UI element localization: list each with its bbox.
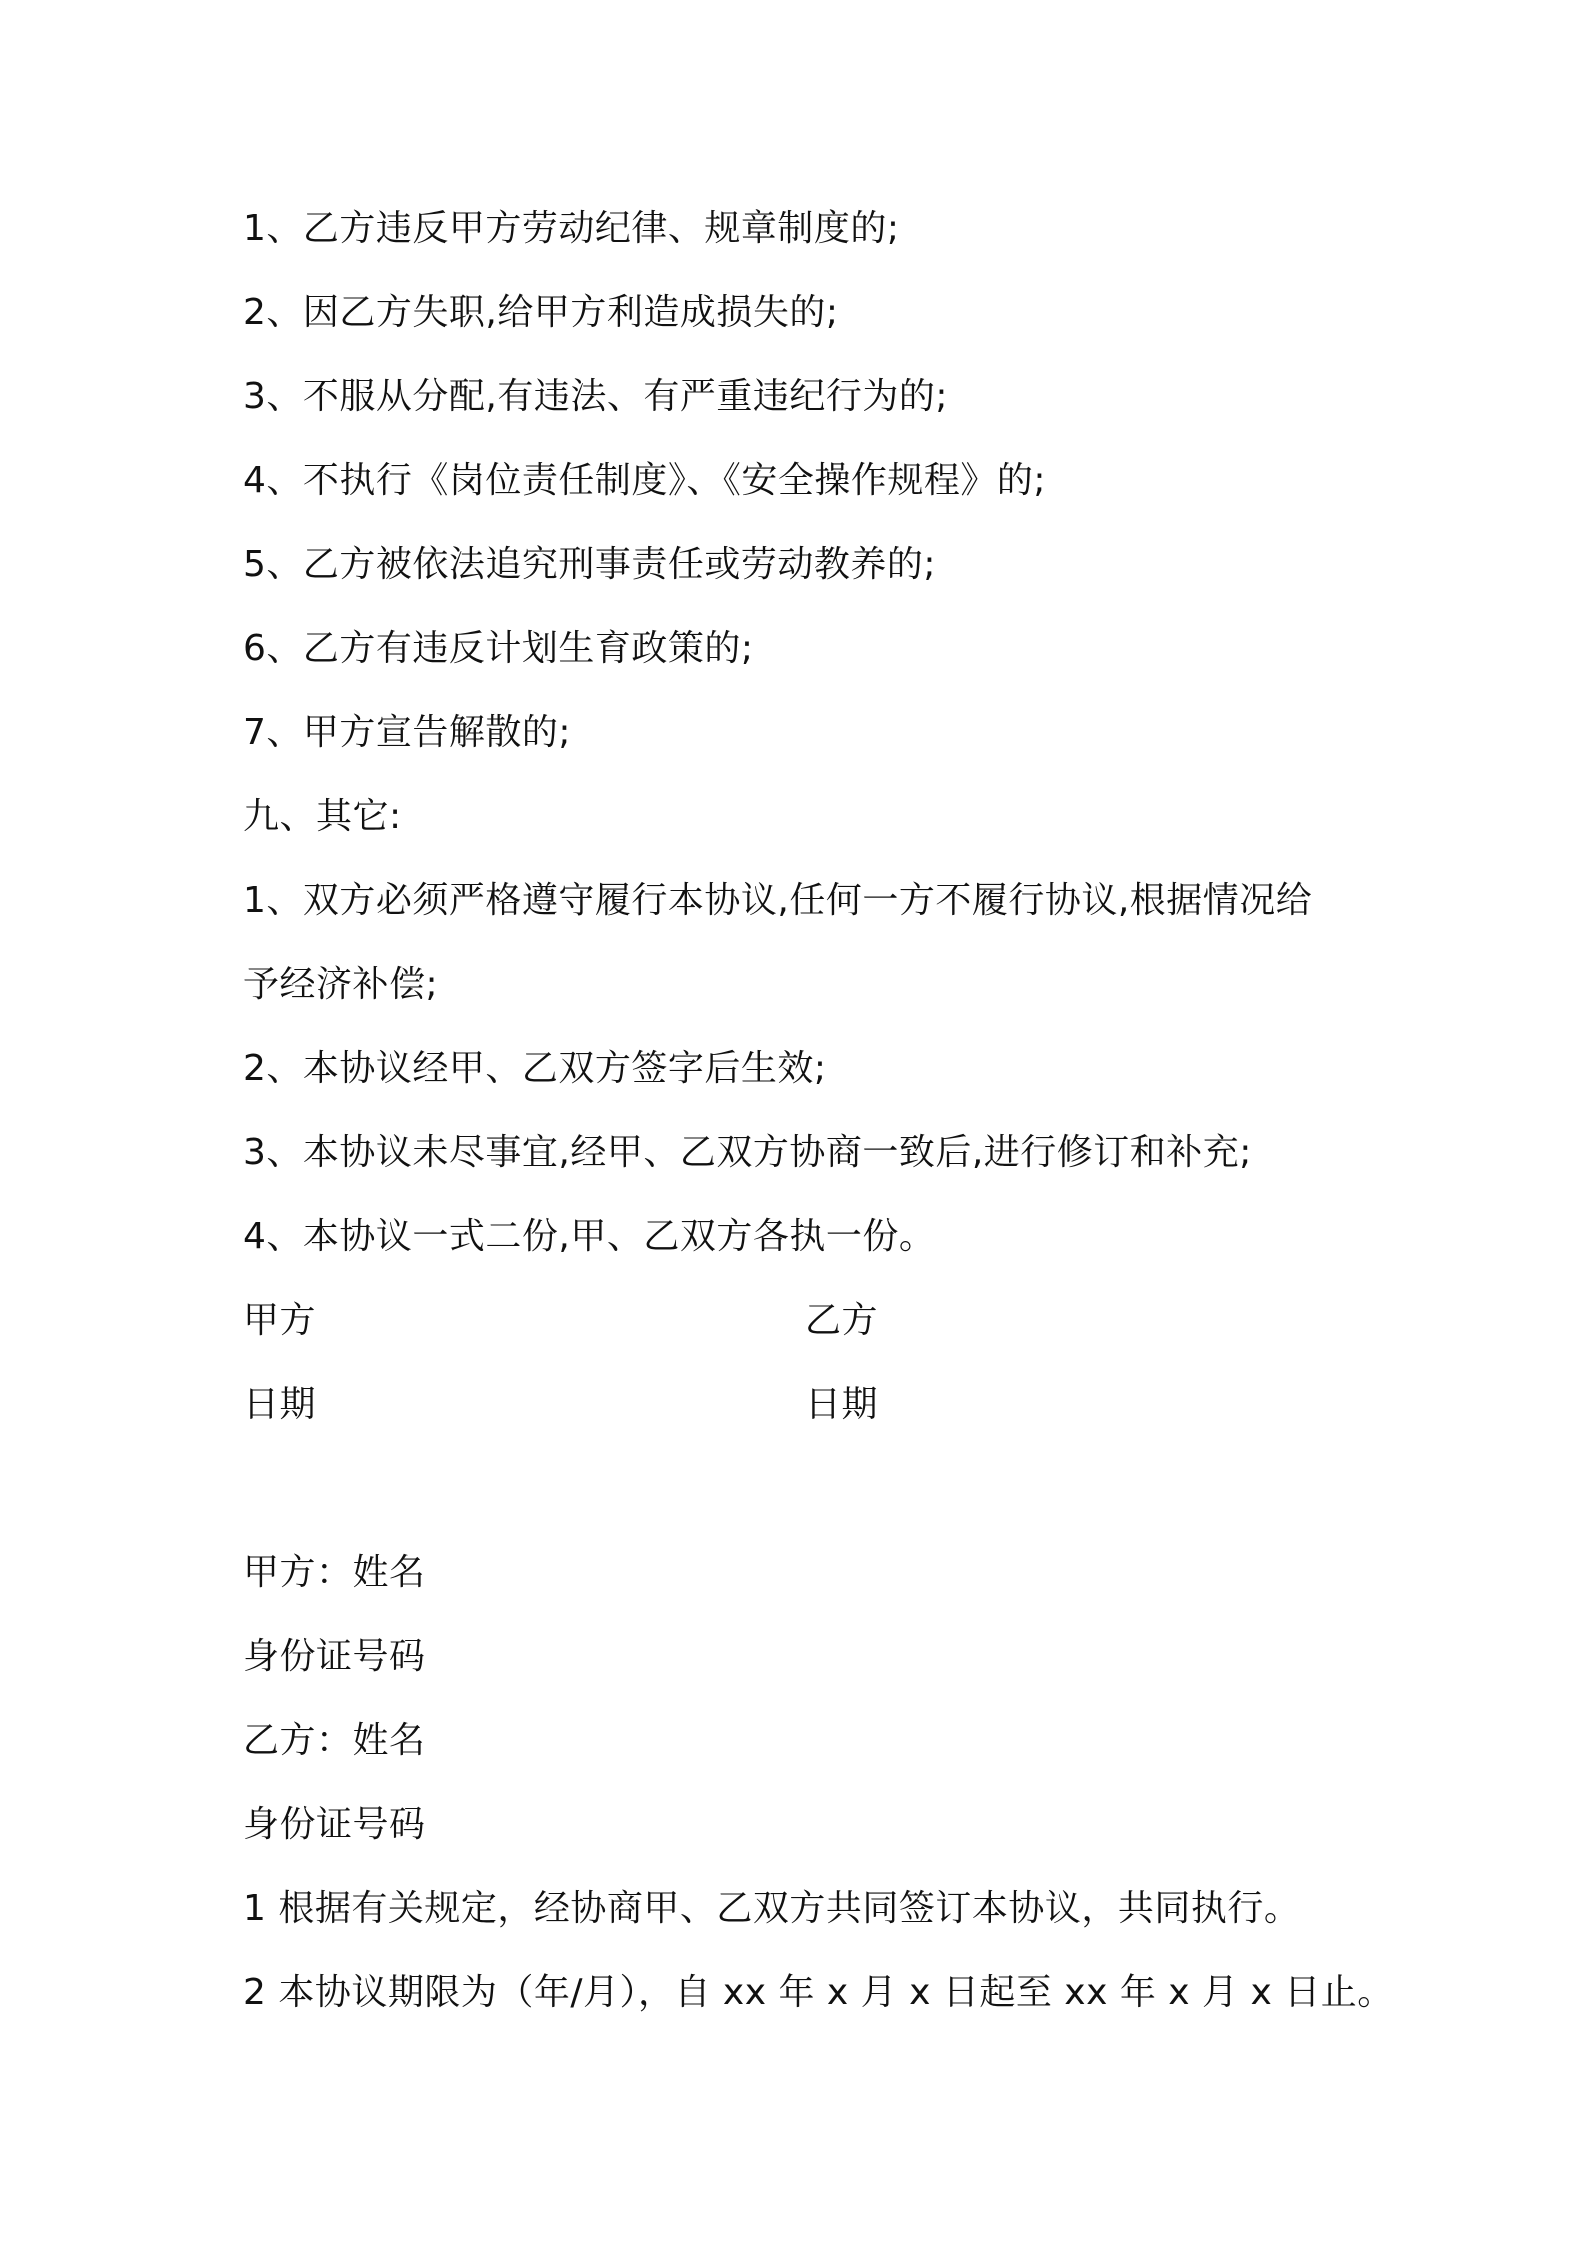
clause-8-5: 5、乙方被依法追究刑事责任或劳动教养的; <box>243 544 937 585</box>
party-b-name-label: 乙方：姓名 <box>243 1720 426 1761</box>
clause-9-3: 3、本协议未尽事宜,经甲、乙双方协商一致后,进行修订和补充; <box>243 1132 1252 1173</box>
clause-9-4: 4、本协议一式二份,甲、乙双方各执一份。 <box>243 1216 936 1257</box>
term-2: 2 本协议期限为（年/月），自 xx 年 x 月 x 日起至 xx 年 x 月 x 日止。 <box>243 1972 1394 2013</box>
signature-date-a: 日期 <box>243 1384 317 1425</box>
signature-date-b: 日期 <box>805 1384 879 1425</box>
clause-9-1-line2: 予经济补偿; <box>243 964 439 1005</box>
clause-9-2: 2、本协议经甲、乙双方签字后生效; <box>243 1048 827 1089</box>
signature-party-b: 乙方 <box>805 1300 879 1341</box>
signature-party-a: 甲方 <box>243 1300 317 1341</box>
clause-8-7: 7、甲方宣告解散的; <box>243 712 572 753</box>
party-a-name-label: 甲方：姓名 <box>243 1552 426 1593</box>
party-a-id-label: 身份证号码 <box>243 1636 426 1677</box>
clause-8-4: 4、不执行《岗位责任制度》、《安全操作规程》的; <box>243 460 1047 501</box>
term-1: 1 根据有关规定，经协商甲、乙双方共同签订本协议，共同执行。 <box>243 1888 1301 1929</box>
party-b-id-label: 身份证号码 <box>243 1804 426 1845</box>
clause-8-2: 2、因乙方失职,给甲方利造成损失的; <box>243 292 839 333</box>
clause-8-3: 3、不服从分配,有违法、有严重违纪行为的; <box>243 376 948 417</box>
section-9-heading: 九、其它: <box>243 796 402 837</box>
clause-8-1: 1、乙方违反甲方劳动纪律、规章制度的; <box>243 208 900 249</box>
clause-9-1-line1: 1、双方必须严格遵守履行本协议,任何一方不履行协议,根据情况给 <box>243 880 1313 921</box>
clause-8-6: 6、乙方有违反计划生育政策的; <box>243 628 754 669</box>
